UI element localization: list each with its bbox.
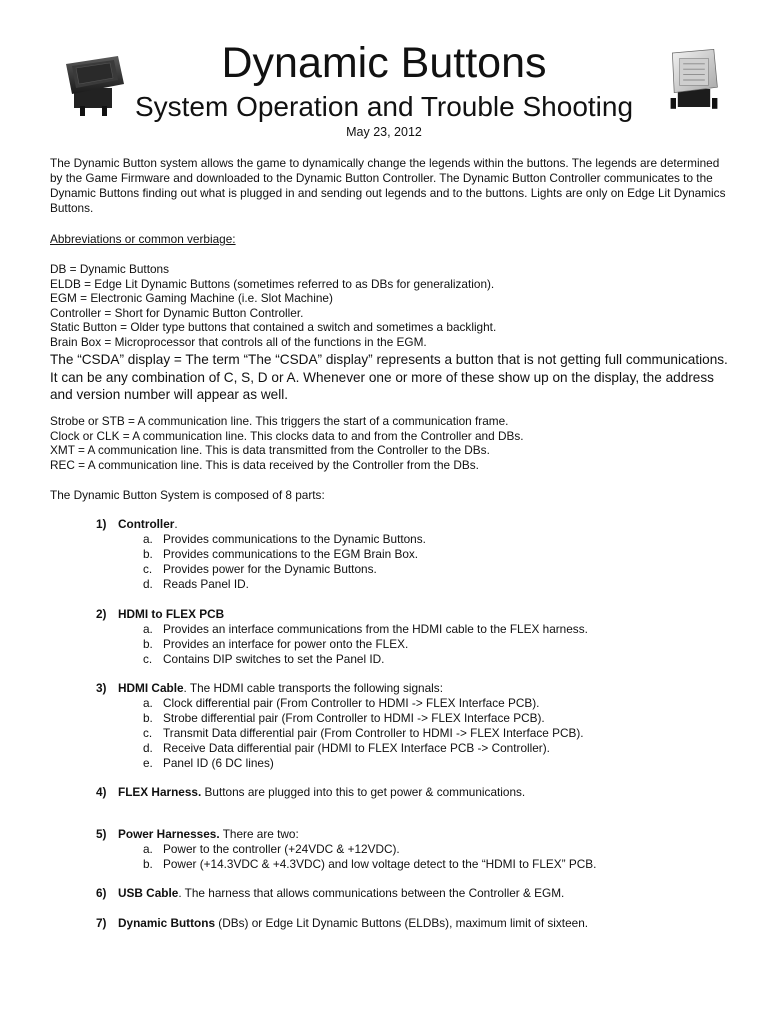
abbreviation-item: DB = Dynamic Buttons: [50, 262, 169, 276]
communication-line-item: Strobe or STB = A communication line. This triggers the start of a communication frame.: [50, 414, 509, 428]
part-number: 1): [96, 517, 107, 531]
part-subitem: b. Provides communications to the EGM Brain Box.: [143, 547, 419, 561]
part-item: [96, 517, 736, 607]
communication-line-item: Clock or CLK = A communication line. This clocks data to and from the Controller and DBs.: [50, 428, 524, 443]
abbreviations-heading: Abbreviations or common verbiage:: [50, 232, 236, 246]
abbreviation-item: ELDB = Edge Lit Dynamic Buttons (sometimes referred to as DBs for generalization).: [50, 276, 495, 291]
part-subitems: [96, 842, 736, 872]
part-title: USB Cable: [118, 886, 179, 900]
part-subitem: d. Receive Data differential pair (HDMI to FLEX Interface PCB -> Controller).: [143, 741, 550, 755]
part-item: [96, 827, 736, 886]
part-subitems: [96, 532, 736, 592]
composed-of-statement: The Dynamic Button System is composed of 8 parts:: [50, 488, 325, 502]
communication-line-item: XMT = A communication line. This is data transmitted from the Controller to the DBs.: [50, 443, 490, 458]
part-description: There are two:: [219, 827, 299, 841]
part-description: (DBs) or Edge Lit Dynamic Buttons (ELDBs), maximum limit of sixteen.: [215, 916, 589, 930]
part-subitem: d. Reads Panel ID.: [143, 577, 249, 591]
part-description: . The HDMI cable transports the following signals:: [183, 681, 443, 695]
part-subitem: b. Power (+14.3VDC & +4.3VDC) and low voltage detect to the “HDMI to FLEX” PCB.: [143, 857, 597, 871]
part-subitem: b. Strobe differential pair (From Controller to HDMI -> FLEX Interface PCB).: [143, 711, 545, 725]
part-subitem: a. Clock differential pair (From Controller to HDMI -> FLEX Interface PCB).: [143, 696, 540, 710]
part-item: [96, 607, 736, 681]
part-subitem: a. Provides communications to the Dynamic Buttons.: [143, 532, 426, 546]
parts-list: [96, 517, 736, 936]
part-subitem: c. Provides power for the Dynamic Buttons.: [143, 562, 377, 576]
abbreviations-list: [50, 262, 730, 350]
part-title: HDMI Cable: [118, 681, 184, 695]
part-title: Dynamic Buttons: [118, 916, 216, 930]
part-title: Power Harnesses.: [118, 827, 220, 841]
page-title: Dynamic Buttons: [221, 39, 547, 87]
abbreviation-item: EGM = Electronic Gaming Machine (i.e. Slot Machine): [50, 291, 333, 306]
part-number: 4): [96, 785, 107, 799]
part-number: 2): [96, 607, 107, 621]
part-title: HDMI to FLEX PCB: [118, 607, 225, 621]
part-item: [96, 916, 736, 936]
part-subitems: [96, 622, 736, 667]
part-subitem: a. Provides an interface communications from the HDMI cable to the FLEX harness.: [143, 622, 588, 636]
intro-paragraph: The Dynamic Button system allows the game to dynamically change the legends within the buttons. The legends are determined by the Game Firmware and downloaded to the Dynamic Button Controller. The Dynamic Button Controller communicates to the Dynamic Buttons finding out what is plugged in and sending out legends and to the buttons. Lights are only on Edge Lit Dynamics Buttons.: [50, 156, 726, 215]
part-item: [96, 886, 736, 916]
abbreviation-item: Controller = Short for Dynamic Button Controller.: [50, 305, 304, 320]
part-title: Controller: [118, 517, 175, 531]
part-number: 7): [96, 916, 107, 930]
communication-line-item: REC = A communication line. This is data received by the Controller from the DBs.: [50, 457, 479, 472]
abbreviation-item: Brain Box = Microprocessor that controls all of the functions in the EGM.: [50, 334, 427, 349]
part-number: 5): [96, 827, 107, 841]
page-subtitle: System Operation and Trouble Shooting: [134, 91, 634, 122]
part-item: [96, 785, 736, 827]
part-number: 6): [96, 886, 107, 900]
abbreviation-item: Static Button = Older type buttons that contained a switch and sometimes a backlight.: [50, 320, 497, 335]
part-number: 3): [96, 681, 107, 695]
communication-lines-list: [50, 414, 730, 472]
part-subitem: c. Transmit Data differential pair (From Controller to HDMI -> FLEX Interface PCB).: [143, 726, 584, 740]
part-subitem: c. Contains DIP switches to set the Panel ID.: [143, 652, 385, 666]
part-description: Buttons are plugged into this to get power & communications.: [201, 785, 526, 799]
part-title: FLEX Harness.: [118, 785, 202, 799]
document-date: May 23, 2012: [346, 125, 422, 139]
part-description: . The harness that allows communications between the Controller & EGM.: [178, 886, 565, 900]
csda-definition: The “CSDA” display = The term “The “CSDA” display” represents a button that is not getting full communications. It can be any combination of C, S, D or A. Whenever one or more of these show up on the display, the address and version number will appear as well.: [50, 352, 728, 402]
part-subitems: [96, 696, 736, 771]
part-subitem: b. Provides an interface for power onto the FLEX.: [143, 637, 409, 651]
part-subitem: e. Panel ID (6 DC lines): [143, 756, 274, 770]
part-subitem: a. Power to the controller (+24VDC & +12VDC).: [143, 842, 400, 856]
part-item: [96, 681, 736, 785]
part-description: .: [174, 517, 178, 531]
